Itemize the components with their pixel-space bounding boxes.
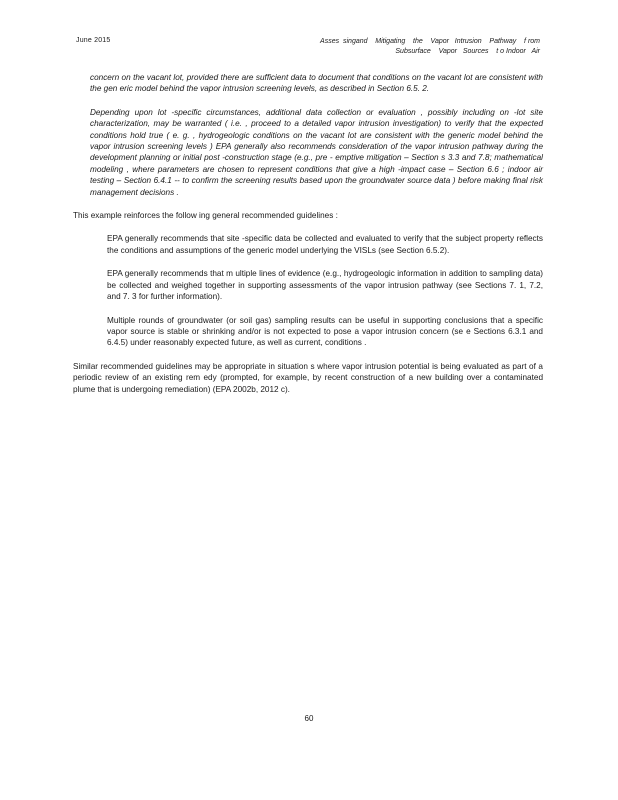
bullet-item: [90, 233, 543, 256]
paragraph-depending: Depending upon lot -specific circumstances, additional data collection or evaluation , possibly including on -lot site characterization, may be warranted ( i.e. , proceed to a detailed vapor intrusion investigation) to verify that the expected conditions hold true ( e. g. , hydrogeologic conditions on the vacant lot are consistent with the generic model behind the vapor intrusion screening levels ) EPA generally also recommends consideration of the vapor intrusion pathway during the development planning or initial post -construction stage (e.g., pre - emptive mitigation – Section s 3.3 and 7.8; mathematical modeling , where parameters are chosen to represent conditions that give a high -impact case – Section 6.6 ; indoor air testing – Section 6.4.1 -- to confirm the screening results based upon the groundwater source data ) before making final risk management decisions .: [90, 107, 543, 197]
header-date: June 2015: [76, 37, 111, 44]
header-title-line1: Asses singand Mitigating the Vapor Intrusion Pathway f rom: [320, 38, 540, 45]
bullet-text: Multiple rounds of groundwater (or soil gas) sampling results can be useful in supporting conclusions that a specific vapor source is stable or shrinking and/or is not expected to pose a vapor intrusion concern (se e Sections 6.3.1 and 6.4.5) under reasonably expected future, as well as current, conditions .: [107, 315, 543, 348]
bullet-text: EPA generally recommends that m ultiple lines of evidence (e.g., hydrogeologic information in addition to sampling data) be collected and weighed together in supporting assessments of the vapor intrusion pathway (see Sections 7. 1, 7.2, and 7. 3 for further information).: [107, 269, 543, 302]
document-body: [73, 72, 543, 407]
bullet-item: [90, 268, 543, 302]
bullet-item: [90, 315, 543, 349]
header-title-line2: Subsurface Vapor Sources t o Indoor Air: [395, 48, 540, 55]
bullet-text: EPA generally recommends that site -specific data be collected and evaluated to verify that the subject property reflects the conditions and assumptions of the generic model underlying the VISLs (see Section 6.5.2).: [107, 234, 543, 255]
page-number: 60: [304, 714, 314, 723]
paragraph-closing: Similar recommended guidelines may be appropriate in situation s where vapor intrusion potential is being evaluated as part of a periodic review of an existing rem edy (prompted, for example, by recent construction of a new building over a contaminated plume that is undergoing remediation) (EPA 2002b, 2012 c).: [73, 361, 543, 394]
bullet-glyph: [90, 233, 107, 256]
header-title: [320, 37, 540, 57]
paragraph-intro: This example reinforces the follow ing general recommended guidelines :: [73, 211, 338, 221]
bullet-glyph: [90, 315, 107, 349]
bullet-glyph: [90, 268, 107, 302]
paragraph-concern: concern on the vacant lot, provided there are sufficient data to document that conditions on the vacant lot are consistent with the gen eric model behind the vapor intrusion screening levels, as described in Section 6.5. 2.: [90, 73, 543, 94]
